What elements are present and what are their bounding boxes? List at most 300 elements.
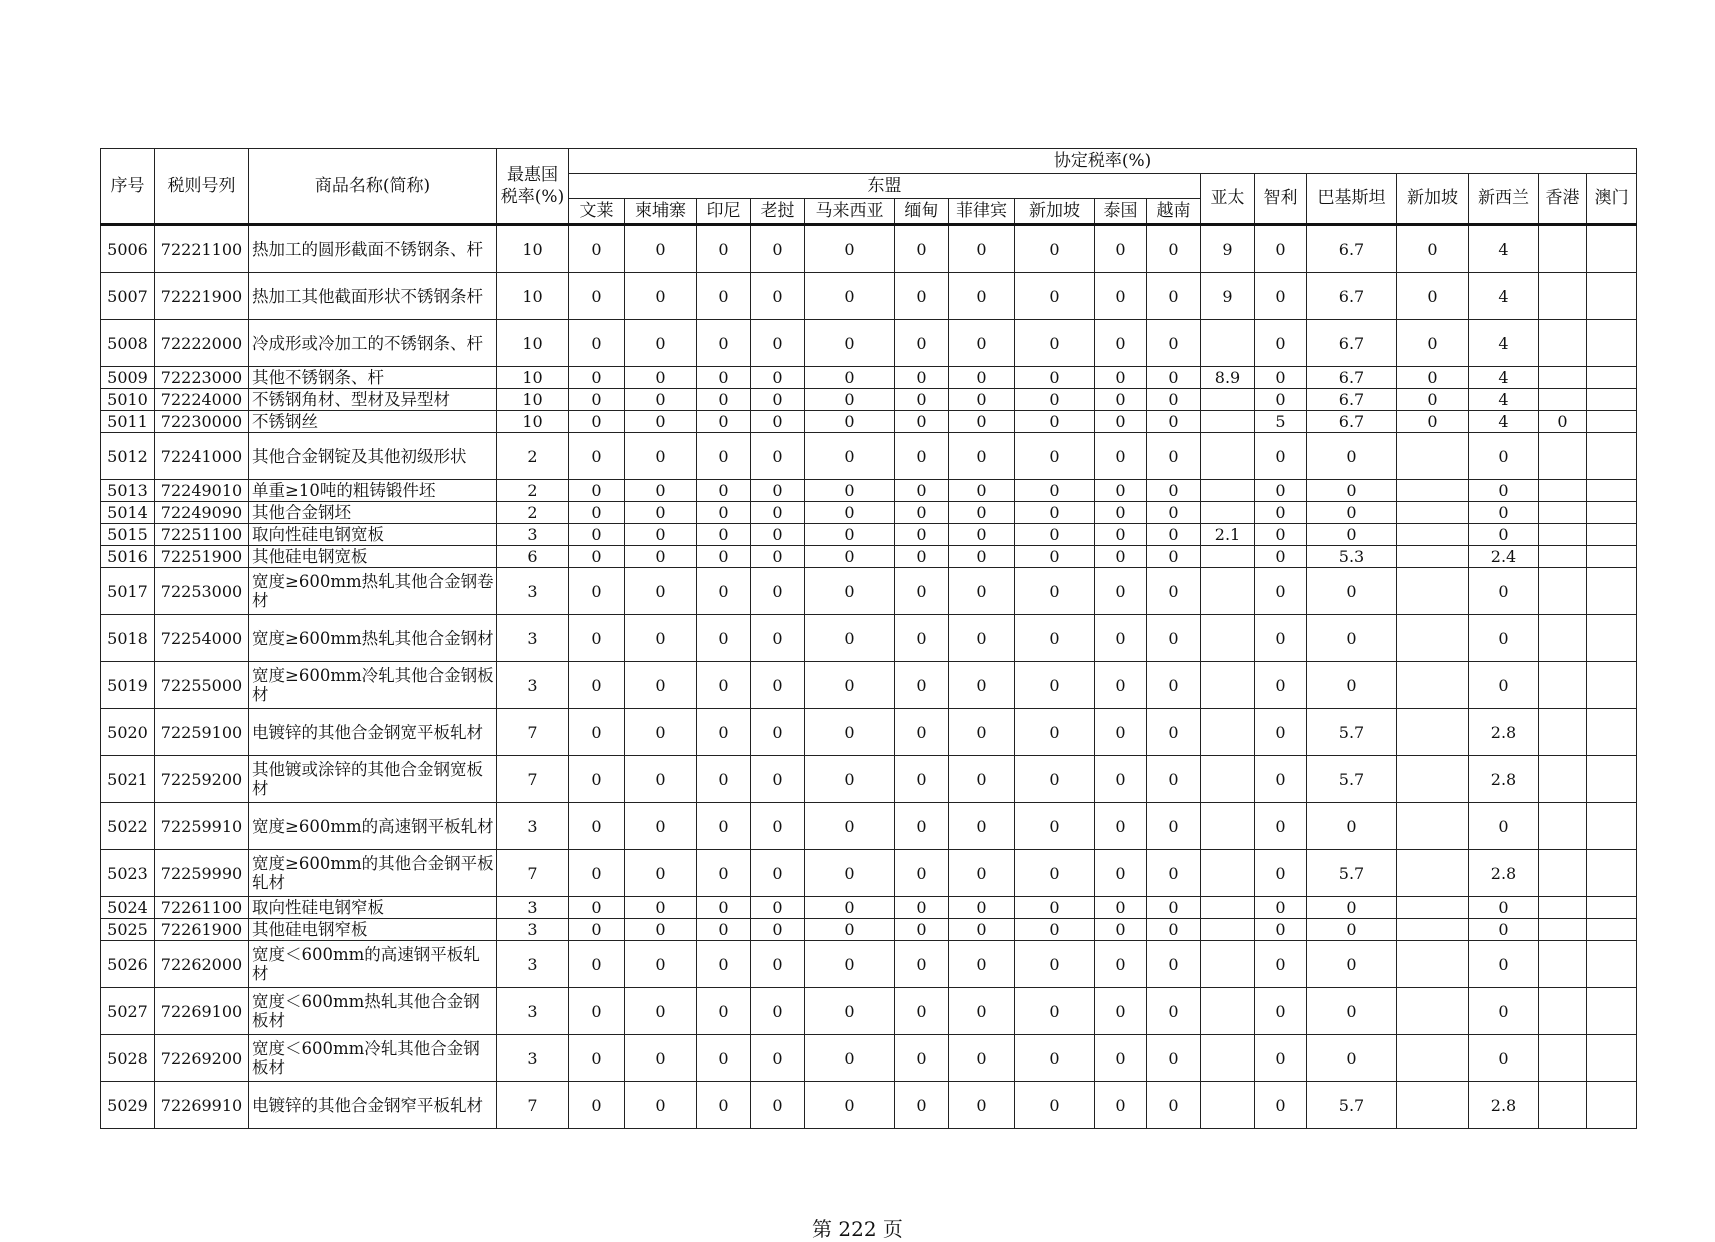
cell-other-rate: 2.1 <box>1201 524 1255 546</box>
cell-asean-rate: 0 <box>895 225 949 273</box>
cell-mfn: 3 <box>497 803 569 850</box>
page-number: 第 222 页 <box>812 1217 903 1241</box>
cell-other-rate: 0 <box>1469 524 1539 546</box>
cell-asean-rate: 0 <box>751 1082 805 1129</box>
cell-asean-rate: 0 <box>1015 411 1095 433</box>
cell-other-rate <box>1587 225 1637 273</box>
cell-asean-rate: 0 <box>625 273 697 320</box>
cell-asean-rate: 0 <box>805 524 895 546</box>
cell-other-rate: 0 <box>1255 524 1307 546</box>
cell-seq: 5028 <box>101 1035 155 1082</box>
cell-other-rate <box>1587 524 1637 546</box>
cell-other-rate <box>1201 1082 1255 1129</box>
cell-asean-rate: 0 <box>625 941 697 988</box>
cell-asean-rate: 0 <box>751 709 805 756</box>
cell-other-rate <box>1397 850 1469 897</box>
table-row <box>101 756 1637 803</box>
cell-other-rate <box>1201 941 1255 988</box>
cell-name: 单重≥10吨的粗铸锻件坯 <box>249 480 497 502</box>
cell-other-rate <box>1539 524 1587 546</box>
cell-asean-rate: 0 <box>1095 411 1147 433</box>
cell-asean-rate: 0 <box>751 367 805 389</box>
cell-other-rate: 5 <box>1255 411 1307 433</box>
cell-asean-rate: 0 <box>625 367 697 389</box>
cell-mfn: 6 <box>497 546 569 568</box>
cell-asean-rate: 0 <box>751 897 805 919</box>
table-row <box>101 225 1637 273</box>
cell-other-rate: 0 <box>1469 919 1539 941</box>
cell-other-rate <box>1201 411 1255 433</box>
cell-other-rate <box>1587 433 1637 480</box>
cell-other-rate <box>1587 367 1637 389</box>
cell-other-rate <box>1397 433 1469 480</box>
cell-asean-rate: 0 <box>751 524 805 546</box>
cell-asean-rate: 0 <box>625 1082 697 1129</box>
header-name: 商品名称(简称) <box>249 149 497 225</box>
cell-asean-rate: 0 <box>1095 1082 1147 1129</box>
cell-asean-rate: 0 <box>569 850 625 897</box>
cell-other-rate <box>1201 662 1255 709</box>
table-row <box>101 919 1637 941</box>
cell-seq: 5026 <box>101 941 155 988</box>
cell-code: 72251100 <box>155 524 249 546</box>
cell-asean-rate: 0 <box>949 225 1015 273</box>
cell-other-rate <box>1397 988 1469 1035</box>
cell-mfn: 10 <box>497 225 569 273</box>
cell-other-rate: 0 <box>1469 1035 1539 1082</box>
cell-asean-rate: 0 <box>569 225 625 273</box>
cell-other-rate: 0 <box>1255 1082 1307 1129</box>
cell-code: 72255000 <box>155 662 249 709</box>
cell-other-rate <box>1201 389 1255 411</box>
cell-other-rate <box>1539 919 1587 941</box>
header-seq: 序号 <box>101 149 155 225</box>
cell-other-rate <box>1397 524 1469 546</box>
header-agreement: 协定税率(%) <box>569 149 1637 174</box>
cell-other-rate <box>1397 502 1469 524</box>
cell-seq: 5019 <box>101 662 155 709</box>
cell-other-rate: 6.7 <box>1307 225 1397 273</box>
cell-other-rate: 2.8 <box>1469 850 1539 897</box>
cell-asean-rate: 0 <box>949 273 1015 320</box>
cell-other-rate: 0 <box>1307 897 1397 919</box>
cell-asean-rate: 0 <box>625 897 697 919</box>
cell-asean-rate: 0 <box>895 546 949 568</box>
cell-other-rate <box>1587 919 1637 941</box>
cell-asean-rate: 0 <box>805 389 895 411</box>
cell-other-rate <box>1539 615 1587 662</box>
cell-asean-rate: 0 <box>625 1035 697 1082</box>
cell-code: 72259910 <box>155 803 249 850</box>
cell-asean-rate: 0 <box>805 709 895 756</box>
table-row <box>101 546 1637 568</box>
cell-code: 72254000 <box>155 615 249 662</box>
cell-seq: 5020 <box>101 709 155 756</box>
header-asean-member-8: 泰国 <box>1095 199 1147 225</box>
cell-other-rate <box>1587 662 1637 709</box>
cell-name: 热加工的圆形截面不锈钢条、杆 <box>249 225 497 273</box>
cell-mfn: 3 <box>497 1035 569 1082</box>
table-header <box>101 149 1637 225</box>
cell-asean-rate: 0 <box>1147 480 1201 502</box>
cell-asean-rate: 0 <box>569 615 625 662</box>
cell-asean-rate: 0 <box>751 941 805 988</box>
cell-asean-rate: 0 <box>949 709 1015 756</box>
cell-other-rate <box>1587 988 1637 1035</box>
cell-code: 72224000 <box>155 389 249 411</box>
cell-asean-rate: 0 <box>1015 225 1095 273</box>
cell-other-rate <box>1201 615 1255 662</box>
cell-mfn: 10 <box>497 411 569 433</box>
cell-asean-rate: 0 <box>805 273 895 320</box>
cell-asean-rate: 0 <box>569 709 625 756</box>
cell-mfn: 10 <box>497 273 569 320</box>
cell-seq: 5022 <box>101 803 155 850</box>
cell-asean-rate: 0 <box>895 1035 949 1082</box>
cell-asean-rate: 0 <box>949 919 1015 941</box>
cell-asean-rate: 0 <box>895 1082 949 1129</box>
cell-asean-rate: 0 <box>697 320 751 367</box>
cell-asean-rate: 0 <box>1095 502 1147 524</box>
cell-other-rate <box>1201 1035 1255 1082</box>
cell-other-rate <box>1201 803 1255 850</box>
cell-other-rate <box>1539 1035 1587 1082</box>
table-row <box>101 709 1637 756</box>
cell-asean-rate: 0 <box>895 662 949 709</box>
cell-asean-rate: 0 <box>1147 919 1201 941</box>
cell-code: 72259200 <box>155 756 249 803</box>
header-mfn: 最惠国税率(%) <box>497 149 569 225</box>
table-row <box>101 941 1637 988</box>
cell-seq: 5024 <box>101 897 155 919</box>
cell-asean-rate: 0 <box>1015 480 1095 502</box>
cell-other-rate <box>1201 320 1255 367</box>
table-row <box>101 1082 1637 1129</box>
cell-code: 72251900 <box>155 546 249 568</box>
cell-asean-rate: 0 <box>1015 546 1095 568</box>
cell-asean-rate: 0 <box>569 988 625 1035</box>
table-row <box>101 367 1637 389</box>
cell-other-rate <box>1397 662 1469 709</box>
cell-asean-rate: 0 <box>569 1035 625 1082</box>
cell-asean-rate: 0 <box>697 756 751 803</box>
cell-asean-rate: 0 <box>625 662 697 709</box>
cell-other-rate <box>1539 941 1587 988</box>
header-other-4: 新西兰 <box>1469 174 1539 225</box>
cell-asean-rate: 0 <box>751 411 805 433</box>
cell-other-rate <box>1587 941 1637 988</box>
cell-other-rate: 0 <box>1255 615 1307 662</box>
cell-asean-rate: 0 <box>805 941 895 988</box>
cell-asean-rate: 0 <box>697 615 751 662</box>
cell-asean-rate: 0 <box>697 941 751 988</box>
cell-other-rate: 0 <box>1255 273 1307 320</box>
cell-asean-rate: 0 <box>1147 367 1201 389</box>
header-asean-member-6: 菲律宾 <box>949 199 1015 225</box>
cell-other-rate <box>1539 568 1587 615</box>
cell-asean-rate: 0 <box>949 897 1015 919</box>
cell-other-rate <box>1397 615 1469 662</box>
table-row <box>101 568 1637 615</box>
cell-mfn: 7 <box>497 850 569 897</box>
cell-asean-rate: 0 <box>751 803 805 850</box>
cell-other-rate <box>1201 502 1255 524</box>
cell-name: 其他硅电钢宽板 <box>249 546 497 568</box>
cell-asean-rate: 0 <box>569 897 625 919</box>
cell-asean-rate: 0 <box>697 897 751 919</box>
cell-other-rate: 0 <box>1255 502 1307 524</box>
cell-other-rate <box>1539 988 1587 1035</box>
cell-other-rate <box>1587 273 1637 320</box>
header-asean-member-4: 马来西亚 <box>805 199 895 225</box>
cell-code: 72269200 <box>155 1035 249 1082</box>
cell-other-rate <box>1539 1082 1587 1129</box>
header-asean: 东盟 <box>569 174 1201 199</box>
cell-asean-rate: 0 <box>805 568 895 615</box>
cell-name: 其他不锈钢条、杆 <box>249 367 497 389</box>
cell-asean-rate: 0 <box>697 709 751 756</box>
header-asean-member-7: 新加坡 <box>1015 199 1095 225</box>
cell-other-rate <box>1397 1082 1469 1129</box>
cell-asean-rate: 0 <box>949 480 1015 502</box>
cell-asean-rate: 0 <box>751 850 805 897</box>
header-code: 税则号列 <box>155 149 249 225</box>
cell-asean-rate: 0 <box>949 502 1015 524</box>
cell-name: 其他合金钢坯 <box>249 502 497 524</box>
cell-other-rate <box>1201 480 1255 502</box>
table-row <box>101 433 1637 480</box>
cell-other-rate <box>1539 709 1587 756</box>
cell-other-rate <box>1397 546 1469 568</box>
cell-name: 宽度≥600mm热轧其他合金钢材 <box>249 615 497 662</box>
cell-other-rate <box>1587 502 1637 524</box>
cell-asean-rate: 0 <box>1147 502 1201 524</box>
cell-other-rate: 6.7 <box>1307 367 1397 389</box>
header-other-2: 巴基斯坦 <box>1307 174 1397 225</box>
cell-asean-rate: 0 <box>697 433 751 480</box>
cell-other-rate <box>1587 756 1637 803</box>
cell-other-rate <box>1587 897 1637 919</box>
cell-name: 电镀锌的其他合金钢窄平板轧材 <box>249 1082 497 1129</box>
cell-asean-rate: 0 <box>751 502 805 524</box>
cell-name: 宽度＜600mm冷轧其他合金钢板材 <box>249 1035 497 1082</box>
cell-asean-rate: 0 <box>949 411 1015 433</box>
cell-asean-rate: 0 <box>895 919 949 941</box>
cell-asean-rate: 0 <box>1015 897 1095 919</box>
cell-other-rate <box>1539 546 1587 568</box>
cell-other-rate: 0 <box>1469 433 1539 480</box>
cell-asean-rate: 0 <box>625 615 697 662</box>
table-row <box>101 480 1637 502</box>
cell-asean-rate: 0 <box>805 546 895 568</box>
cell-other-rate <box>1587 480 1637 502</box>
cell-mfn: 2 <box>497 433 569 480</box>
cell-other-rate <box>1539 389 1587 411</box>
cell-code: 72261100 <box>155 897 249 919</box>
cell-asean-rate: 0 <box>751 480 805 502</box>
cell-other-rate: 5.7 <box>1307 756 1397 803</box>
cell-asean-rate: 0 <box>625 850 697 897</box>
cell-asean-rate: 0 <box>1147 615 1201 662</box>
cell-asean-rate: 0 <box>949 568 1015 615</box>
cell-asean-rate: 0 <box>895 709 949 756</box>
cell-asean-rate: 0 <box>697 662 751 709</box>
cell-other-rate: 0 <box>1307 502 1397 524</box>
cell-asean-rate: 0 <box>751 988 805 1035</box>
cell-asean-rate: 0 <box>805 662 895 709</box>
cell-asean-rate: 0 <box>949 367 1015 389</box>
cell-other-rate: 0 <box>1255 546 1307 568</box>
cell-asean-rate: 0 <box>1095 367 1147 389</box>
cell-other-rate <box>1587 320 1637 367</box>
table-row <box>101 850 1637 897</box>
table-body <box>101 225 1637 1129</box>
cell-mfn: 3 <box>497 897 569 919</box>
header-asean-member-3: 老挝 <box>751 199 805 225</box>
cell-other-rate: 0 <box>1255 389 1307 411</box>
cell-asean-rate: 0 <box>805 919 895 941</box>
cell-asean-rate: 0 <box>1147 411 1201 433</box>
cell-asean-rate: 0 <box>1147 803 1201 850</box>
cell-asean-rate: 0 <box>697 988 751 1035</box>
cell-other-rate: 0 <box>1469 941 1539 988</box>
cell-asean-rate: 0 <box>1147 756 1201 803</box>
cell-asean-rate: 0 <box>697 389 751 411</box>
cell-other-rate: 4 <box>1469 320 1539 367</box>
header-other-0: 亚太 <box>1201 174 1255 225</box>
cell-asean-rate: 0 <box>805 320 895 367</box>
cell-code: 72269100 <box>155 988 249 1035</box>
cell-asean-rate: 0 <box>895 273 949 320</box>
cell-other-rate: 4 <box>1469 367 1539 389</box>
cell-other-rate <box>1587 615 1637 662</box>
header-other-1: 智利 <box>1255 174 1307 225</box>
cell-other-rate: 0 <box>1255 988 1307 1035</box>
cell-other-rate <box>1539 225 1587 273</box>
header-asean-member-1: 柬埔寨 <box>625 199 697 225</box>
cell-asean-rate: 0 <box>625 502 697 524</box>
cell-asean-rate: 0 <box>569 919 625 941</box>
cell-asean-rate: 0 <box>1095 803 1147 850</box>
cell-other-rate: 4 <box>1469 225 1539 273</box>
cell-asean-rate: 0 <box>1095 320 1147 367</box>
cell-asean-rate: 0 <box>895 941 949 988</box>
cell-other-rate: 0 <box>1307 941 1397 988</box>
cell-asean-rate: 0 <box>895 850 949 897</box>
cell-other-rate <box>1201 546 1255 568</box>
cell-mfn: 3 <box>497 919 569 941</box>
cell-asean-rate: 0 <box>1015 502 1095 524</box>
cell-asean-rate: 0 <box>805 1035 895 1082</box>
cell-asean-rate: 0 <box>1147 1035 1201 1082</box>
table-row <box>101 662 1637 709</box>
cell-asean-rate: 0 <box>751 615 805 662</box>
cell-name: 宽度≥600mm热轧其他合金钢卷材 <box>249 568 497 615</box>
cell-asean-rate: 0 <box>1015 615 1095 662</box>
cell-asean-rate: 0 <box>1147 568 1201 615</box>
cell-code: 72222000 <box>155 320 249 367</box>
cell-other-rate <box>1539 756 1587 803</box>
cell-other-rate: 5.3 <box>1307 546 1397 568</box>
cell-asean-rate: 0 <box>569 803 625 850</box>
cell-asean-rate: 0 <box>625 988 697 1035</box>
cell-asean-rate: 0 <box>697 524 751 546</box>
cell-asean-rate: 0 <box>1015 568 1095 615</box>
cell-asean-rate: 0 <box>751 320 805 367</box>
cell-asean-rate: 0 <box>751 546 805 568</box>
cell-other-rate: 0 <box>1255 367 1307 389</box>
cell-asean-rate: 0 <box>949 756 1015 803</box>
cell-other-rate: 0 <box>1255 433 1307 480</box>
table-row <box>101 389 1637 411</box>
cell-other-rate: 0 <box>1307 568 1397 615</box>
cell-other-rate: 0 <box>1307 480 1397 502</box>
cell-mfn: 3 <box>497 568 569 615</box>
cell-code: 72230000 <box>155 411 249 433</box>
cell-other-rate <box>1587 850 1637 897</box>
cell-asean-rate: 0 <box>949 803 1015 850</box>
cell-other-rate: 0 <box>1255 756 1307 803</box>
cell-other-rate: 0 <box>1539 411 1587 433</box>
cell-asean-rate: 0 <box>1015 433 1095 480</box>
cell-seq: 5021 <box>101 756 155 803</box>
cell-name: 不锈钢丝 <box>249 411 497 433</box>
cell-mfn: 3 <box>497 615 569 662</box>
cell-asean-rate: 0 <box>1015 941 1095 988</box>
cell-asean-rate: 0 <box>1095 919 1147 941</box>
cell-other-rate <box>1201 709 1255 756</box>
cell-asean-rate: 0 <box>569 1082 625 1129</box>
cell-other-rate: 0 <box>1397 367 1469 389</box>
cell-asean-rate: 0 <box>569 568 625 615</box>
cell-asean-rate: 0 <box>1147 433 1201 480</box>
header-other-3: 新加坡 <box>1397 174 1469 225</box>
cell-asean-rate: 0 <box>1095 615 1147 662</box>
cell-asean-rate: 0 <box>1015 709 1095 756</box>
cell-asean-rate: 0 <box>949 1082 1015 1129</box>
table-row <box>101 320 1637 367</box>
cell-asean-rate: 0 <box>697 273 751 320</box>
cell-asean-rate: 0 <box>1095 225 1147 273</box>
cell-other-rate: 9 <box>1201 273 1255 320</box>
cell-asean-rate: 0 <box>1147 988 1201 1035</box>
cell-name: 取向性硅电钢宽板 <box>249 524 497 546</box>
cell-seq: 5006 <box>101 225 155 273</box>
cell-name: 宽度＜600mm的高速钢平板轧材 <box>249 941 497 988</box>
cell-other-rate <box>1587 803 1637 850</box>
cell-seq: 5014 <box>101 502 155 524</box>
cell-asean-rate: 0 <box>751 433 805 480</box>
cell-asean-rate: 0 <box>1095 709 1147 756</box>
cell-asean-rate: 0 <box>1015 367 1095 389</box>
cell-asean-rate: 0 <box>895 320 949 367</box>
cell-other-rate: 2.8 <box>1469 756 1539 803</box>
cell-other-rate: 0 <box>1397 411 1469 433</box>
cell-other-rate: 6.7 <box>1307 389 1397 411</box>
cell-mfn: 3 <box>497 524 569 546</box>
cell-asean-rate: 0 <box>625 524 697 546</box>
cell-asean-rate: 0 <box>569 411 625 433</box>
cell-name: 其他合金钢锭及其他初级形状 <box>249 433 497 480</box>
cell-other-rate: 0 <box>1255 480 1307 502</box>
cell-other-rate <box>1539 502 1587 524</box>
cell-mfn: 7 <box>497 756 569 803</box>
cell-other-rate <box>1539 433 1587 480</box>
cell-other-rate <box>1539 320 1587 367</box>
cell-other-rate: 2.8 <box>1469 1082 1539 1129</box>
cell-asean-rate: 0 <box>1015 756 1095 803</box>
cell-asean-rate: 0 <box>569 273 625 320</box>
